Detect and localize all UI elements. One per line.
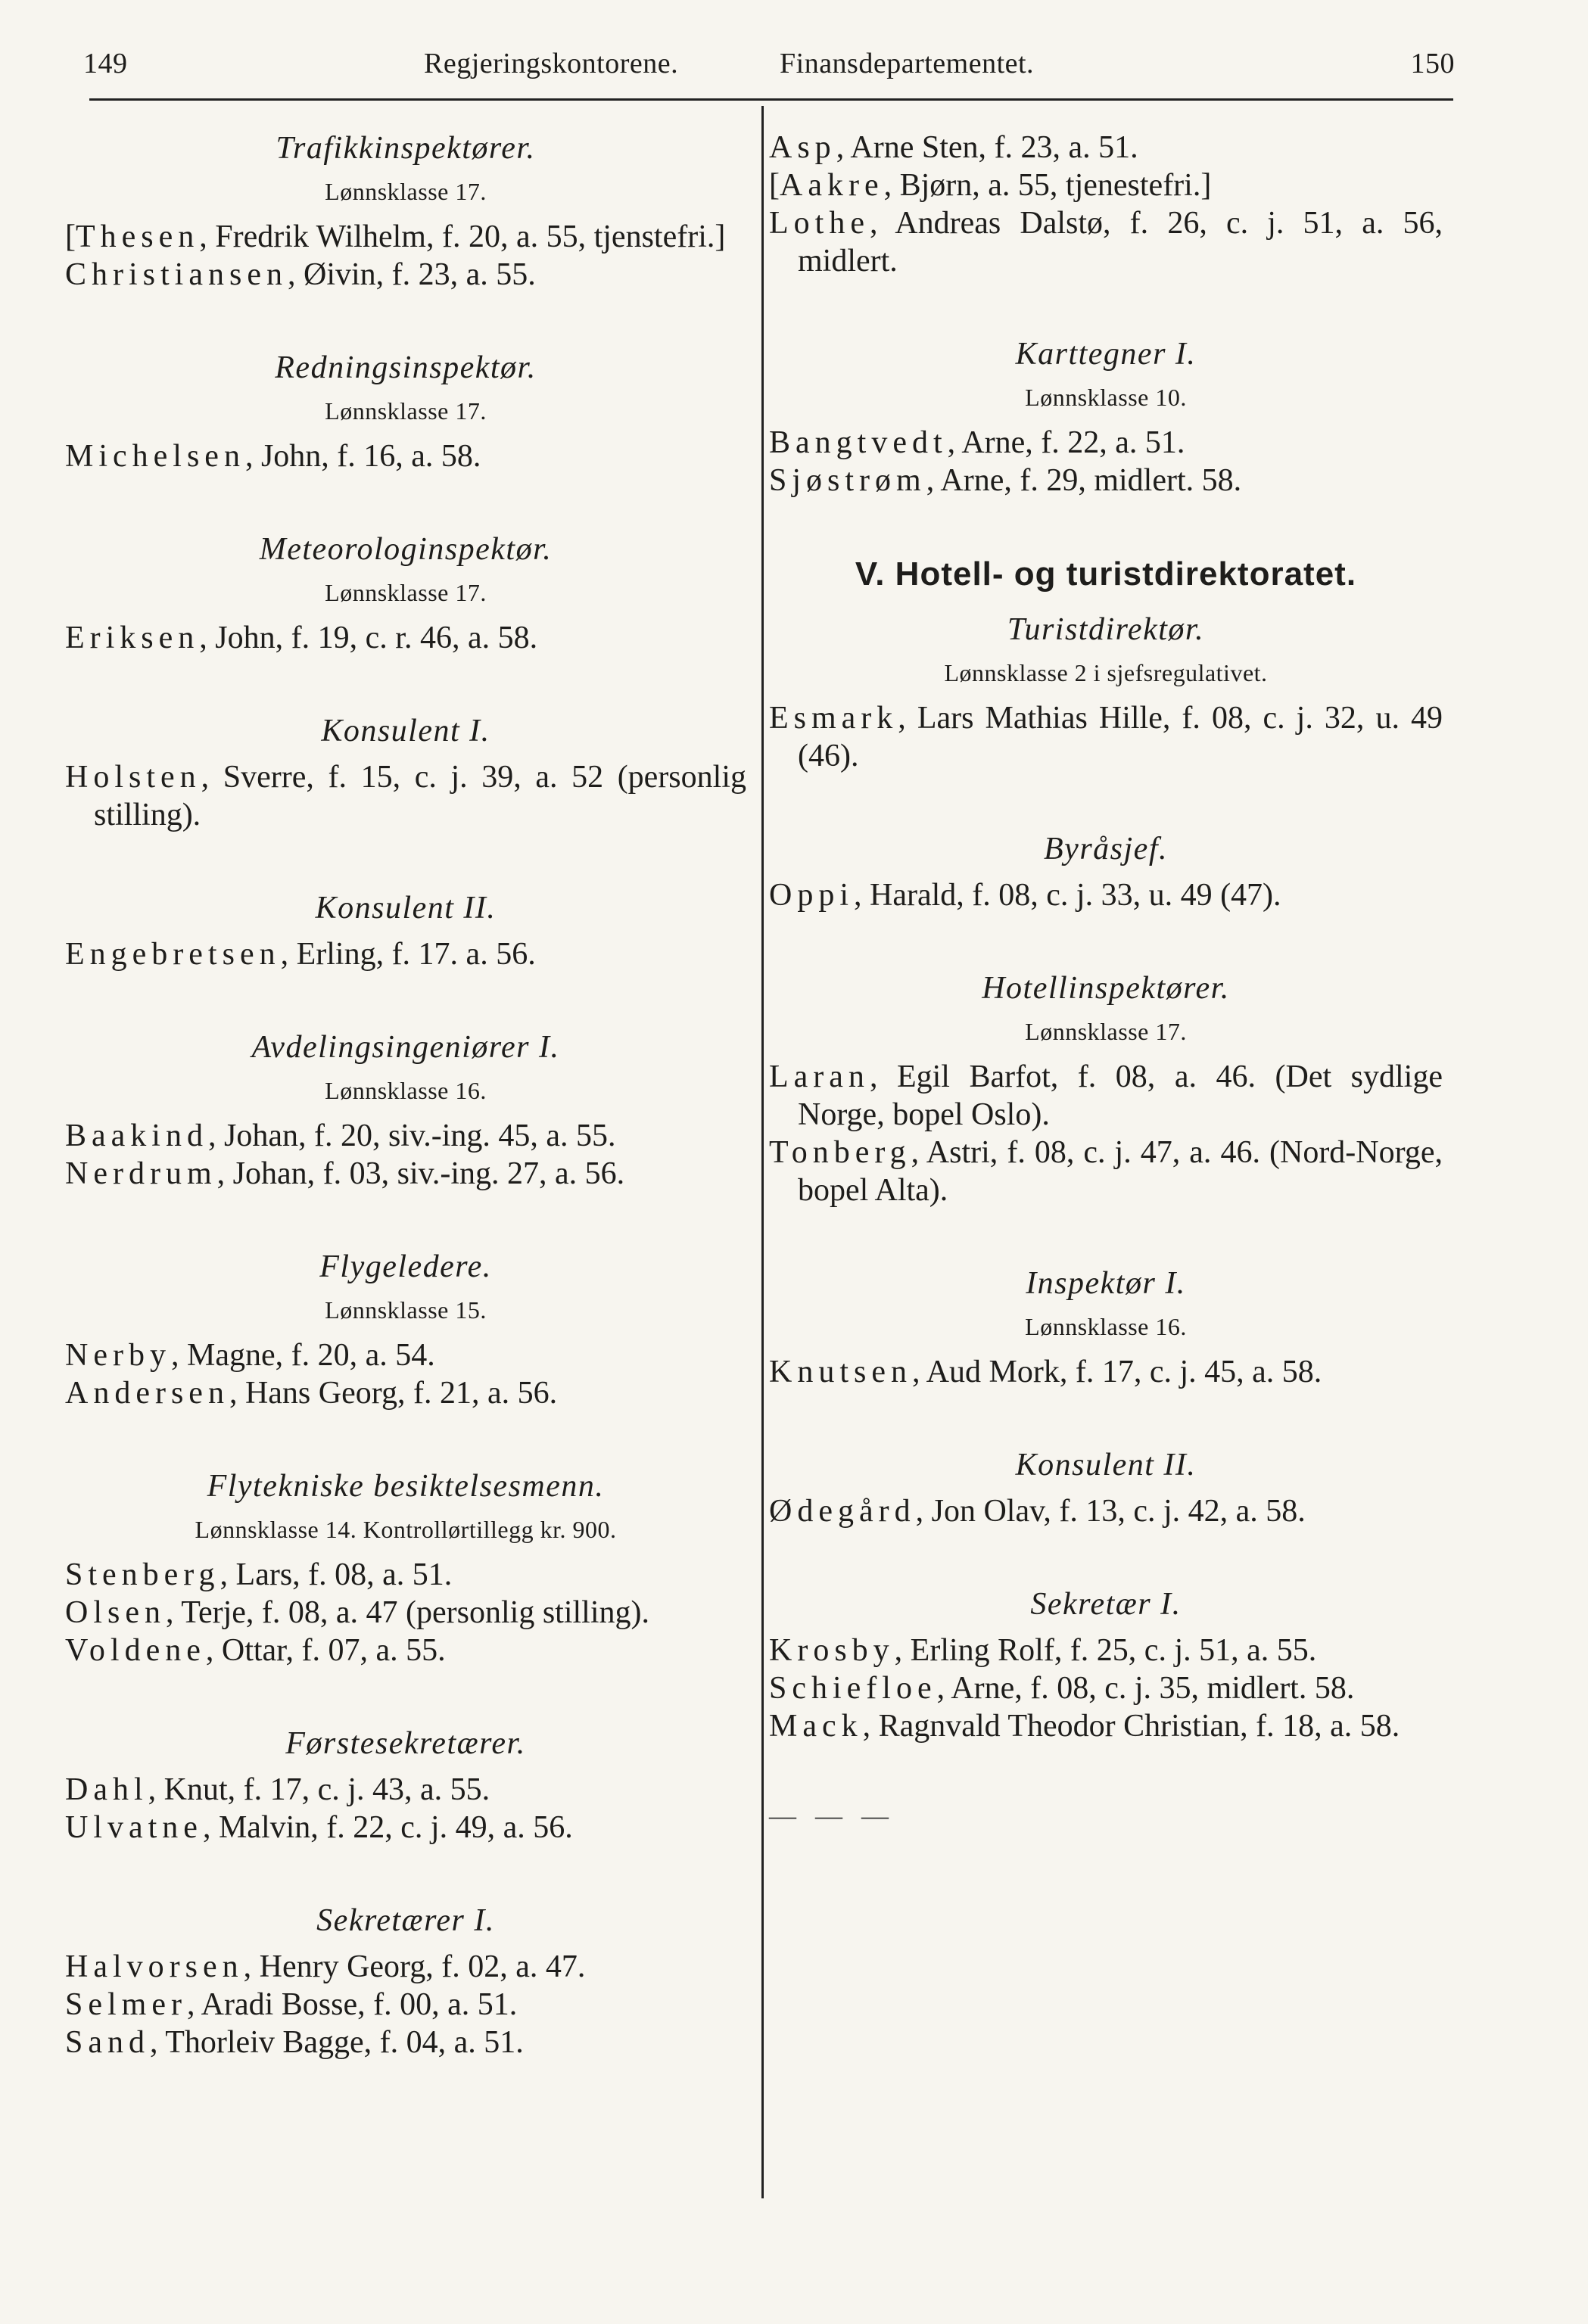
- person-surname: Ødegård: [769, 1494, 916, 1529]
- person-surname: Mack: [769, 1709, 863, 1744]
- person-surname: Christiansen: [65, 257, 288, 292]
- person-details: , Lars, f. 08, a. 51.: [220, 1557, 453, 1592]
- person-details: , Sverre, f. 15, c. j. 39, a. 52 (personlig stilling).: [94, 760, 746, 832]
- section: [769, 1445, 1443, 1530]
- salary-class: Lønnsklasse 2 i sjefsregulativet.: [944, 659, 1268, 686]
- salary-class: Lønnsklasse 16.: [325, 1077, 487, 1104]
- person-surname: Olsen: [65, 1595, 166, 1630]
- person-details: , Johan, f. 20, siv.-ing. 45, a. 55.: [207, 1118, 616, 1153]
- person-surname: Schiefloe: [769, 1671, 937, 1706]
- person-details: , John, f. 19, c. r. 46, a. 58.: [199, 621, 538, 655]
- person-surname: Aakre: [780, 168, 884, 203]
- person-surname: Engebretsen: [65, 937, 281, 972]
- section-title: Redningsinspektør.: [275, 350, 537, 385]
- section-title: Trafikkinspektører.: [276, 131, 536, 166]
- salary-class: Lønnsklasse 16.: [1025, 1313, 1187, 1340]
- salary-class: Lønnsklasse 15.: [325, 1296, 487, 1324]
- entry-line: [769, 1058, 1443, 1134]
- entry-list: [65, 1117, 746, 1193]
- entry-line: [65, 1594, 746, 1632]
- section-title: Inspektør I.: [1026, 1266, 1186, 1301]
- entry-line: [65, 1117, 746, 1155]
- section: [65, 888, 746, 973]
- person-details: , Jon Olav, f. 13, c. j. 42, a. 58.: [915, 1494, 1306, 1529]
- entry-line: [65, 1632, 746, 1669]
- person-details: , Arne Sten, f. 23, a. 51.: [836, 130, 1138, 165]
- section: [65, 1901, 746, 2061]
- person-details: , Andreas Dalstø, f. 26, c. j. 51, a. 56, midlert.: [798, 206, 1443, 278]
- section: [65, 1247, 746, 1412]
- person-details: , John, f. 16, a. 58.: [244, 439, 481, 474]
- entry-line: [65, 256, 746, 294]
- entry-line: [65, 437, 746, 475]
- entry-line: [65, 1336, 746, 1374]
- salary-class: Lønnsklasse 10.: [1025, 384, 1187, 411]
- person-surname: Andersen: [65, 1376, 229, 1411]
- person-surname: Holsten: [65, 760, 201, 795]
- section: [65, 711, 746, 834]
- entry-line: [769, 1353, 1443, 1391]
- entry-line: [769, 1669, 1443, 1707]
- person-surname: Laran: [769, 1059, 870, 1094]
- salary-class: Lønnsklasse 17.: [325, 397, 487, 425]
- entry-list: [65, 1948, 746, 2061]
- person-surname: Bangtvedt: [769, 425, 948, 460]
- section: [65, 129, 746, 294]
- person-details: , Knut, f. 17, c. j. 43, a. 55.: [148, 1772, 490, 1807]
- salary-class: Lønnsklasse 14. Kontrollørtillegg kr. 900.: [195, 1516, 617, 1543]
- person-surname: Knutsen: [769, 1355, 912, 1389]
- person-details: , Bjørn, a. 55, tjenestefri.]: [883, 168, 1212, 203]
- person-surname: Thesen: [76, 219, 200, 254]
- person-details: , Terje, f. 08, a. 47 (personlig stilling).: [166, 1595, 650, 1630]
- section-title: Sekretærer I.: [316, 1903, 495, 1938]
- section: [65, 1467, 746, 1669]
- entry-line: [65, 1771, 746, 1809]
- salary-class: Lønnsklasse 17.: [325, 579, 487, 606]
- person-details: , Malvin, f. 22, c. j. 49, a. 56.: [202, 1810, 573, 1845]
- section-title: Avdelingsingeniører I.: [251, 1030, 560, 1065]
- section: [65, 530, 746, 657]
- entry-line: [769, 1632, 1443, 1669]
- person-details: , Magne, f. 20, a. 54.: [170, 1338, 435, 1373]
- section-title: Turistdirektør.: [1007, 612, 1205, 647]
- entry-line: [65, 2024, 746, 2061]
- entry-list: [65, 218, 746, 294]
- entry-list: [769, 876, 1443, 914]
- page-number-left: 149: [83, 48, 128, 79]
- person-details: , Arne, f. 08, c. j. 35, midlert. 58.: [936, 1671, 1355, 1706]
- person-details: , Astri, f. 08, c. j. 47, a. 46. (Nord-Norge, bopel Alta).: [798, 1135, 1443, 1208]
- person-surname: Oppi: [769, 878, 854, 913]
- person-surname: Ulvatne: [65, 1810, 203, 1845]
- page-header: [83, 47, 1455, 92]
- person-details: , Johan, f. 03, siv.-ing. 27, a. 56.: [216, 1156, 625, 1191]
- entry-line: [769, 424, 1443, 462]
- person-details: , Ragnvald Theodor Christian, f. 18, a. 58.: [862, 1709, 1400, 1744]
- entry-line: [769, 699, 1443, 775]
- salary-class: Lønnsklasse 17.: [325, 178, 487, 205]
- right-column: [769, 129, 1443, 1831]
- person-details: , Thorleiv Bagge, f. 04, a. 51.: [150, 2025, 524, 2060]
- entry-line: [65, 1556, 746, 1594]
- section: [769, 1585, 1443, 1745]
- person-surname: Lothe: [769, 206, 870, 241]
- section: [769, 334, 1443, 499]
- entry-bracket: [: [65, 219, 76, 254]
- section: [769, 1264, 1443, 1391]
- section-title: Flytekniske besiktelsesmenn.: [207, 1469, 605, 1504]
- entry-line: [65, 758, 746, 834]
- person-details: , Erling, f. 17. a. 56.: [280, 937, 536, 972]
- section-title: Karttegner I.: [1015, 337, 1197, 372]
- continued-list: [769, 129, 1443, 280]
- entry-list: [769, 1058, 1443, 1209]
- entry-line: [65, 1948, 746, 1986]
- entry-line: [769, 462, 1443, 499]
- person-surname: Nerdrum: [65, 1156, 217, 1191]
- section: [769, 969, 1443, 1209]
- entry-line: [769, 204, 1443, 280]
- entry-line: [65, 1155, 746, 1193]
- entry-line: [65, 619, 746, 657]
- page-number-right: 150: [1410, 48, 1455, 79]
- person-details: , Lars Mathias Hille, f. 08, c. j. 32, u. 49 (46).: [798, 701, 1443, 773]
- person-surname: Halvorsen: [65, 1949, 244, 1984]
- section-title: Byråsjef.: [1044, 832, 1168, 866]
- entry-list: [769, 129, 1443, 280]
- person-details: , Aradi Bosse, f. 00, a. 51.: [186, 1987, 518, 2022]
- section-title: Konsulent II.: [315, 891, 497, 926]
- person-surname: Eriksen: [65, 621, 200, 655]
- entry-line: [769, 129, 1443, 166]
- person-surname: Michelsen: [65, 439, 245, 474]
- section-title: Konsulent I.: [321, 714, 490, 748]
- column-divider: [761, 106, 764, 2198]
- person-surname: Tonberg: [769, 1135, 911, 1170]
- person-surname: Selmer: [65, 1987, 187, 2022]
- entry-line: [769, 876, 1443, 914]
- person-surname: Krosby: [769, 1633, 895, 1668]
- entry-line: [65, 218, 746, 256]
- person-details: , Egil Barfot, f. 08, a. 46. (Det sydlige Norge, bopel Oslo).: [798, 1059, 1443, 1132]
- person-details: , Henry Georg, f. 02, a. 47.: [243, 1949, 586, 1984]
- person-surname: Dahl: [65, 1772, 148, 1807]
- entry-line: [769, 166, 1443, 204]
- person-details: , Aud Mork, f. 17, c. j. 45, a. 58.: [912, 1355, 1322, 1389]
- person-surname: Sand: [65, 2025, 150, 2060]
- entry-line: [65, 1986, 746, 2024]
- section: [65, 1724, 746, 1846]
- entry-line: [65, 1374, 746, 1412]
- entry-list: [769, 1632, 1443, 1745]
- left-column: [65, 129, 746, 2116]
- person-surname: Baakind: [65, 1118, 208, 1153]
- section: [65, 348, 746, 475]
- person-surname: Asp: [769, 130, 836, 165]
- section-title: Meteorologinspektør.: [259, 532, 553, 567]
- entry-line: [65, 1809, 746, 1846]
- entry-list: [769, 699, 1443, 775]
- person-surname: Sjøstrøm: [769, 463, 926, 498]
- entry-list: [65, 1556, 746, 1669]
- entry-line: [769, 1134, 1443, 1209]
- section-title: Hotellinspektører.: [982, 971, 1230, 1006]
- salary-class: Lønnsklasse 17.: [1025, 1018, 1187, 1045]
- section: [769, 829, 1443, 914]
- person-details: , Ottar, f. 07, a. 55.: [205, 1633, 446, 1668]
- entry-list: [769, 1353, 1443, 1391]
- running-title-right: Finansdepartementet.: [780, 48, 1035, 79]
- section-title: Førstesekretærer.: [285, 1726, 526, 1761]
- entry-list: [65, 1771, 746, 1846]
- entry-line: [769, 1492, 1443, 1530]
- person-details: , Arne, f. 22, a. 51.: [947, 425, 1185, 460]
- entry-list: [65, 935, 746, 973]
- person-surname: Stenberg: [65, 1557, 220, 1592]
- section: [769, 610, 1443, 775]
- person-details: , Hans Georg, f. 21, a. 56.: [229, 1376, 558, 1411]
- running-title-left: Regjeringskontorene.: [424, 48, 679, 79]
- section-title: Sekretær I.: [1030, 1587, 1182, 1622]
- section: [65, 1028, 746, 1193]
- person-details: , Øivin, f. 23, a. 55.: [287, 257, 536, 292]
- end-mark: — — —: [769, 1800, 895, 1831]
- section-title: Flygeledere.: [319, 1249, 492, 1284]
- person-surname: Esmark: [769, 701, 898, 736]
- entry-list: [65, 758, 746, 834]
- person-details: , Fredrik Wilhelm, f. 20, a. 55, tjenstefri.]: [199, 219, 726, 254]
- entry-list: [65, 1336, 746, 1412]
- person-details: , Arne, f. 29, midlert. 58.: [926, 463, 1242, 498]
- person-surname: Voldene: [65, 1633, 206, 1668]
- section-title: Konsulent II.: [1015, 1448, 1197, 1482]
- directorate-heading: V. Hotell- og turistdirektoratet.: [855, 555, 1357, 593]
- entry-list: [65, 619, 746, 657]
- entry-list: [65, 437, 746, 475]
- entry-line: [65, 935, 746, 973]
- header-rule: [89, 98, 1453, 101]
- entry-list: [769, 1492, 1443, 1530]
- person-details: , Erling Rolf, f. 25, c. j. 51, a. 55.: [894, 1633, 1317, 1668]
- person-surname: Nerby: [65, 1338, 171, 1373]
- entry-list: [769, 424, 1443, 499]
- entry-line: [769, 1707, 1443, 1745]
- entry-bracket: [: [769, 168, 780, 203]
- person-details: , Harald, f. 08, c. j. 33, u. 49 (47).: [854, 878, 1281, 913]
